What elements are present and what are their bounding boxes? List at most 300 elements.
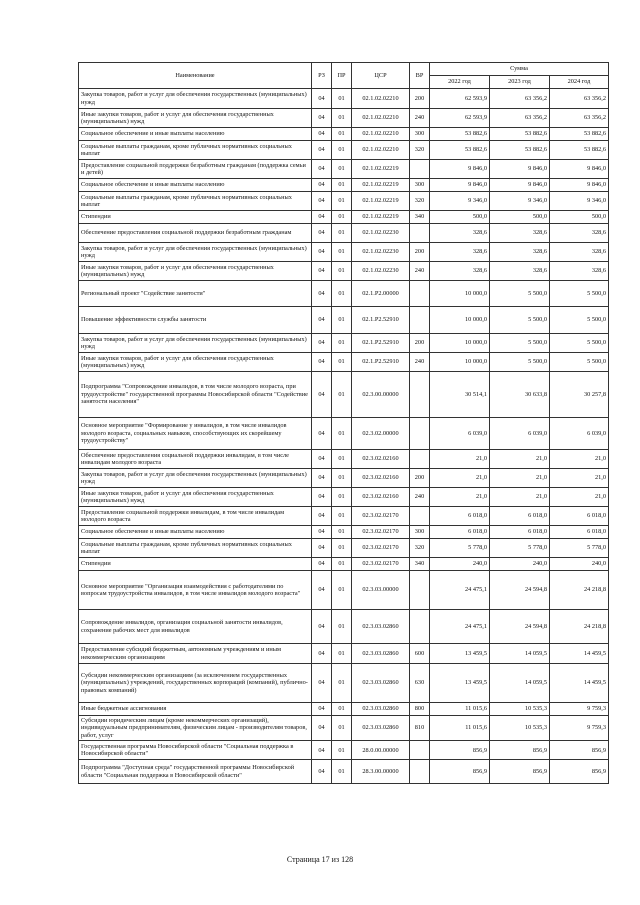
cell-pr: 01 xyxy=(332,179,352,192)
cell-2022: 13 459,5 xyxy=(430,664,490,703)
cell-name: Закупка товаров, работ и услуг для обеспечения государственных (муниципальных) нужд xyxy=(79,243,312,262)
cell-csr: 02.1.02.02210 xyxy=(352,109,410,128)
table-row xyxy=(79,664,609,703)
cell-2024: 9 346,0 xyxy=(550,192,609,211)
table-row xyxy=(79,644,609,664)
cell-csr: 02.3.02.02160 xyxy=(352,469,410,488)
table-row xyxy=(79,558,609,571)
cell-vr: 300 xyxy=(410,128,430,141)
cell-csr: 02.1.02.02210 xyxy=(352,141,410,160)
cell-name: Социальное обеспечение и иные выплаты населению xyxy=(79,128,312,141)
cell-rz: 04 xyxy=(312,128,332,141)
cell-2023: 10 535,3 xyxy=(490,703,550,716)
cell-name: Региональный проект "Содействие занятости" xyxy=(79,281,312,307)
cell-vr: 320 xyxy=(410,192,430,211)
cell-pr: 01 xyxy=(332,372,352,418)
cell-2022: 21,0 xyxy=(430,488,490,507)
table-row xyxy=(79,610,609,644)
cell-name: Социальные выплаты гражданам, кроме публичных нормативных социальных выплат xyxy=(79,192,312,211)
cell-2024: 328,6 xyxy=(550,224,609,243)
cell-name: Субсидии юридическим лицам (кроме некоммерческих организаций), индивидуальным предпринимателям, физическим лицам - производителям товаров, работ, услуг xyxy=(79,716,312,741)
cell-2022: 500,0 xyxy=(430,211,490,224)
cell-pr: 01 xyxy=(332,192,352,211)
cell-name: Социальные выплаты гражданам, кроме публичных нормативных социальных выплат xyxy=(79,141,312,160)
cell-2024: 9 846,0 xyxy=(550,179,609,192)
cell-2024: 53 882,6 xyxy=(550,128,609,141)
cell-vr xyxy=(410,450,430,469)
cell-pr: 01 xyxy=(332,128,352,141)
cell-name: Основное мероприятие "Организация взаимодействия с работодателями по вопросам трудоустройства инвалидов, в том числе инвалидов молодого возраста" xyxy=(79,571,312,610)
cell-2023: 240,0 xyxy=(490,558,550,571)
cell-2022: 9 346,0 xyxy=(430,192,490,211)
cell-csr: 28.3.00.00000 xyxy=(352,760,410,784)
cell-name: Социальные выплаты гражданам, кроме публичных нормативных социальных выплат xyxy=(79,539,312,558)
cell-vr: 240 xyxy=(410,488,430,507)
header-name: Наименование xyxy=(79,63,312,89)
cell-csr: 02.3.02.02170 xyxy=(352,539,410,558)
cell-2024: 63 356,2 xyxy=(550,109,609,128)
cell-2023: 30 633,8 xyxy=(490,372,550,418)
table-row xyxy=(79,243,609,262)
cell-2023: 63 356,2 xyxy=(490,89,550,109)
cell-rz: 04 xyxy=(312,307,332,334)
header-year-2023: 2023 год xyxy=(490,76,550,89)
cell-vr: 340 xyxy=(410,211,430,224)
cell-csr: 02.3.03.02860 xyxy=(352,703,410,716)
cell-2022: 62 593,9 xyxy=(430,109,490,128)
cell-2022: 21,0 xyxy=(430,469,490,488)
cell-rz: 04 xyxy=(312,526,332,539)
cell-pr: 01 xyxy=(332,334,352,353)
cell-2022: 11 015,6 xyxy=(430,703,490,716)
cell-vr xyxy=(410,418,430,450)
cell-rz: 04 xyxy=(312,539,332,558)
cell-rz: 04 xyxy=(312,716,332,741)
cell-csr: 02.3.03.02860 xyxy=(352,610,410,644)
cell-2024: 24 218,8 xyxy=(550,571,609,610)
table-row xyxy=(79,307,609,334)
cell-2023: 21,0 xyxy=(490,488,550,507)
cell-2024: 6 018,0 xyxy=(550,526,609,539)
cell-pr: 01 xyxy=(332,539,352,558)
table-row xyxy=(79,539,609,558)
cell-rz: 04 xyxy=(312,469,332,488)
table-row xyxy=(79,703,609,716)
cell-2024: 9 759,3 xyxy=(550,716,609,741)
cell-vr: 240 xyxy=(410,262,430,281)
cell-rz: 04 xyxy=(312,262,332,281)
cell-name: Государственная программа Новосибирской области "Социальная поддержка в Новосибирской области" xyxy=(79,741,312,760)
cell-name: Социальное обеспечение и иные выплаты населению xyxy=(79,526,312,539)
cell-rz: 04 xyxy=(312,644,332,664)
cell-2023: 856,9 xyxy=(490,741,550,760)
table-row xyxy=(79,262,609,281)
cell-name: Иные закупки товаров, работ и услуг для обеспечения государственных (муниципальных) нужд xyxy=(79,262,312,281)
cell-2024: 240,0 xyxy=(550,558,609,571)
cell-pr: 01 xyxy=(332,644,352,664)
cell-pr: 01 xyxy=(332,418,352,450)
cell-rz: 04 xyxy=(312,89,332,109)
table-row xyxy=(79,418,609,450)
cell-vr: 600 xyxy=(410,644,430,664)
cell-rz: 04 xyxy=(312,488,332,507)
cell-pr: 01 xyxy=(332,224,352,243)
cell-csr: 02.3.03.00000 xyxy=(352,571,410,610)
cell-rz: 04 xyxy=(312,109,332,128)
header-sum: Сумма xyxy=(430,63,609,76)
cell-vr xyxy=(410,507,430,526)
cell-vr xyxy=(410,610,430,644)
cell-2024: 5 500,0 xyxy=(550,353,609,372)
cell-2022: 24 475,1 xyxy=(430,571,490,610)
cell-2023: 5 500,0 xyxy=(490,281,550,307)
cell-2023: 9 346,0 xyxy=(490,192,550,211)
table-header xyxy=(79,63,609,89)
table-row xyxy=(79,372,609,418)
cell-2024: 5 500,0 xyxy=(550,307,609,334)
cell-2024: 21,0 xyxy=(550,488,609,507)
cell-name: Основное мероприятие "Формирование у инвалидов, в том числе инвалидов молодого возраста, социальных навыков, способствующих их скорейшему трудоустройству" xyxy=(79,418,312,450)
cell-rz: 04 xyxy=(312,192,332,211)
table-row xyxy=(79,526,609,539)
table-row xyxy=(79,109,609,128)
cell-rz: 04 xyxy=(312,211,332,224)
cell-2024: 328,6 xyxy=(550,243,609,262)
cell-rz: 04 xyxy=(312,353,332,372)
cell-2023: 14 059,5 xyxy=(490,664,550,703)
cell-vr: 200 xyxy=(410,243,430,262)
cell-2022: 328,6 xyxy=(430,262,490,281)
cell-2022: 9 846,0 xyxy=(430,160,490,179)
cell-2022: 53 882,6 xyxy=(430,128,490,141)
cell-rz: 04 xyxy=(312,179,332,192)
cell-rz: 04 xyxy=(312,141,332,160)
cell-rz: 04 xyxy=(312,418,332,450)
cell-2023: 53 882,6 xyxy=(490,141,550,160)
cell-2023: 10 535,3 xyxy=(490,716,550,741)
cell-2024: 6 039,0 xyxy=(550,418,609,450)
cell-csr: 02.1.02.02230 xyxy=(352,262,410,281)
cell-2022: 10 000,0 xyxy=(430,281,490,307)
cell-pr: 01 xyxy=(332,141,352,160)
table-row xyxy=(79,89,609,109)
cell-2022: 9 846,0 xyxy=(430,179,490,192)
cell-csr: 02.3.02.02170 xyxy=(352,526,410,539)
cell-csr: 02.1.02.02230 xyxy=(352,224,410,243)
cell-2023: 24 594,8 xyxy=(490,610,550,644)
cell-2023: 6 018,0 xyxy=(490,526,550,539)
cell-csr: 02.1.P2.00000 xyxy=(352,281,410,307)
cell-pr: 01 xyxy=(332,243,352,262)
cell-vr: 320 xyxy=(410,539,430,558)
cell-name: Предоставление социальной поддержки безработным гражданам (поддержка семьи и детей) xyxy=(79,160,312,179)
table-row xyxy=(79,760,609,784)
cell-2022: 24 475,1 xyxy=(430,610,490,644)
cell-vr xyxy=(410,160,430,179)
cell-pr: 01 xyxy=(332,760,352,784)
cell-csr: 02.1.02.02210 xyxy=(352,128,410,141)
cell-2023: 21,0 xyxy=(490,469,550,488)
cell-csr: 02.3.02.02160 xyxy=(352,488,410,507)
cell-2024: 30 257,8 xyxy=(550,372,609,418)
table-row xyxy=(79,179,609,192)
cell-vr xyxy=(410,760,430,784)
header-vr: ВР xyxy=(410,63,430,89)
cell-vr: 240 xyxy=(410,353,430,372)
header-rz: РЗ xyxy=(312,63,332,89)
cell-csr: 02.1.02.02219 xyxy=(352,160,410,179)
cell-pr: 01 xyxy=(332,281,352,307)
cell-rz: 04 xyxy=(312,372,332,418)
cell-pr: 01 xyxy=(332,526,352,539)
header-year-2022: 2022 год xyxy=(430,76,490,89)
cell-2022: 856,9 xyxy=(430,741,490,760)
cell-2022: 21,0 xyxy=(430,450,490,469)
cell-2022: 11 015,6 xyxy=(430,716,490,741)
cell-rz: 04 xyxy=(312,558,332,571)
cell-csr: 02.1.02.02210 xyxy=(352,89,410,109)
cell-rz: 04 xyxy=(312,281,332,307)
cell-csr: 02.1.P2.52910 xyxy=(352,334,410,353)
cell-2023: 9 846,0 xyxy=(490,160,550,179)
cell-2023: 5 778,0 xyxy=(490,539,550,558)
cell-name: Повышение эффективности службы занятости xyxy=(79,307,312,334)
table-row xyxy=(79,192,609,211)
cell-csr: 02.3.00.00000 xyxy=(352,372,410,418)
cell-2023: 9 846,0 xyxy=(490,179,550,192)
cell-2024: 53 882,6 xyxy=(550,141,609,160)
cell-vr: 300 xyxy=(410,526,430,539)
cell-csr: 02.3.03.02860 xyxy=(352,664,410,703)
cell-2022: 5 778,0 xyxy=(430,539,490,558)
cell-name: Иные бюджетные ассигнования xyxy=(79,703,312,716)
cell-2024: 14 459,5 xyxy=(550,644,609,664)
cell-2024: 9 846,0 xyxy=(550,160,609,179)
cell-csr: 02.1.P2.52910 xyxy=(352,307,410,334)
header-year-2024: 2024 год xyxy=(550,76,609,89)
cell-pr: 01 xyxy=(332,571,352,610)
cell-rz: 04 xyxy=(312,450,332,469)
table-row xyxy=(79,571,609,610)
cell-2024: 5 500,0 xyxy=(550,334,609,353)
cell-vr: 300 xyxy=(410,179,430,192)
cell-name: Закупка товаров, работ и услуг для обеспечения государственных (муниципальных) нужд xyxy=(79,334,312,353)
cell-csr: 28.0.00.00000 xyxy=(352,741,410,760)
table-body xyxy=(79,89,609,784)
cell-vr: 200 xyxy=(410,334,430,353)
cell-2024: 21,0 xyxy=(550,450,609,469)
cell-2022: 62 593,9 xyxy=(430,89,490,109)
cell-pr: 01 xyxy=(332,610,352,644)
cell-csr: 02.1.02.02219 xyxy=(352,179,410,192)
cell-2023: 63 356,2 xyxy=(490,109,550,128)
cell-csr: 02.1.02.02219 xyxy=(352,211,410,224)
cell-2022: 10 000,0 xyxy=(430,353,490,372)
cell-name: Сопровождение инвалидов, организация социальной занятости инвалидов, сохранение рабочих мест для инвалидов xyxy=(79,610,312,644)
cell-name: Субсидии некоммерческим организациям (за исключением государственных (муниципальных) учреждений, государственных корпораций (компаний), публично-правовых компаний) xyxy=(79,664,312,703)
cell-2024: 14 459,5 xyxy=(550,664,609,703)
cell-rz: 04 xyxy=(312,224,332,243)
cell-vr: 240 xyxy=(410,109,430,128)
cell-csr: 02.1.02.02219 xyxy=(352,192,410,211)
cell-2023: 21,0 xyxy=(490,450,550,469)
cell-rz: 04 xyxy=(312,703,332,716)
cell-vr: 340 xyxy=(410,558,430,571)
cell-name: Иные закупки товаров, работ и услуг для обеспечения государственных (муниципальных) нужд xyxy=(79,109,312,128)
cell-name: Закупка товаров, работ и услуг для обеспечения государственных (муниципальных) нужд xyxy=(79,89,312,109)
cell-rz: 04 xyxy=(312,507,332,526)
cell-vr xyxy=(410,741,430,760)
cell-pr: 01 xyxy=(332,109,352,128)
page-number: Страница 17 из 128 xyxy=(286,855,354,864)
cell-pr: 01 xyxy=(332,558,352,571)
table-row xyxy=(79,741,609,760)
cell-name: Предоставление субсидий бюджетным, автономным учреждениям и иным некоммерческим организациям xyxy=(79,644,312,664)
cell-2023: 500,0 xyxy=(490,211,550,224)
cell-2024: 5 500,0 xyxy=(550,281,609,307)
cell-rz: 04 xyxy=(312,741,332,760)
cell-pr: 01 xyxy=(332,450,352,469)
cell-pr: 01 xyxy=(332,89,352,109)
cell-2024: 21,0 xyxy=(550,469,609,488)
cell-2024: 6 018,0 xyxy=(550,507,609,526)
cell-vr: 200 xyxy=(410,89,430,109)
cell-2023: 6 039,0 xyxy=(490,418,550,450)
cell-name: Стипендии xyxy=(79,211,312,224)
table-row xyxy=(79,281,609,307)
cell-2023: 328,6 xyxy=(490,243,550,262)
cell-name: Социальное обеспечение и иные выплаты населению xyxy=(79,179,312,192)
cell-2023: 5 500,0 xyxy=(490,353,550,372)
cell-2022: 328,6 xyxy=(430,243,490,262)
cell-vr xyxy=(410,224,430,243)
cell-2023: 6 018,0 xyxy=(490,507,550,526)
cell-pr: 01 xyxy=(332,664,352,703)
cell-2022: 6 039,0 xyxy=(430,418,490,450)
cell-2024: 9 759,3 xyxy=(550,703,609,716)
table-row xyxy=(79,224,609,243)
cell-rz: 04 xyxy=(312,610,332,644)
cell-csr: 02.3.02.02170 xyxy=(352,507,410,526)
cell-csr: 02.3.02.02160 xyxy=(352,450,410,469)
cell-2024: 328,6 xyxy=(550,262,609,281)
cell-2024: 5 778,0 xyxy=(550,539,609,558)
table-row xyxy=(79,128,609,141)
cell-csr: 02.1.02.02230 xyxy=(352,243,410,262)
table-row xyxy=(79,716,609,741)
cell-pr: 01 xyxy=(332,262,352,281)
cell-2022: 13 459,5 xyxy=(430,644,490,664)
table-row xyxy=(79,488,609,507)
header-pr: ПР xyxy=(332,63,352,89)
cell-pr: 01 xyxy=(332,211,352,224)
cell-2022: 10 000,0 xyxy=(430,334,490,353)
cell-rz: 04 xyxy=(312,760,332,784)
table-row xyxy=(79,141,609,160)
cell-2024: 63 356,2 xyxy=(550,89,609,109)
cell-2023: 5 500,0 xyxy=(490,307,550,334)
cell-pr: 01 xyxy=(332,703,352,716)
cell-vr: 320 xyxy=(410,141,430,160)
cell-2023: 856,9 xyxy=(490,760,550,784)
cell-2022: 240,0 xyxy=(430,558,490,571)
cell-csr: 02.3.02.00000 xyxy=(352,418,410,450)
cell-2023: 24 594,8 xyxy=(490,571,550,610)
cell-2023: 14 059,5 xyxy=(490,644,550,664)
cell-rz: 04 xyxy=(312,160,332,179)
cell-vr xyxy=(410,281,430,307)
table-row xyxy=(79,160,609,179)
cell-csr: 02.3.02.02170 xyxy=(352,558,410,571)
cell-2023: 328,6 xyxy=(490,224,550,243)
cell-2022: 6 018,0 xyxy=(430,507,490,526)
cell-rz: 04 xyxy=(312,243,332,262)
table-row xyxy=(79,334,609,353)
cell-pr: 01 xyxy=(332,716,352,741)
cell-pr: 01 xyxy=(332,741,352,760)
cell-2023: 328,6 xyxy=(490,262,550,281)
cell-pr: 01 xyxy=(332,353,352,372)
cell-pr: 01 xyxy=(332,469,352,488)
table-row xyxy=(79,211,609,224)
cell-name: Обеспечение предоставления социальной поддержки безработным гражданам xyxy=(79,224,312,243)
cell-pr: 01 xyxy=(332,507,352,526)
cell-name: Подпрограмма "Сопровождение инвалидов, в том числе молодого возраста, при трудоустройстве" государственной программы Новосибирской области "Содействие занятости населения" xyxy=(79,372,312,418)
cell-vr xyxy=(410,571,430,610)
cell-name: Обеспечение предоставления социальной поддержки инвалидам, в том числе инвалидам молодого возраста xyxy=(79,450,312,469)
cell-2024: 856,9 xyxy=(550,760,609,784)
cell-2024: 500,0 xyxy=(550,211,609,224)
cell-2024: 24 218,8 xyxy=(550,610,609,644)
cell-vr: 200 xyxy=(410,469,430,488)
cell-vr xyxy=(410,372,430,418)
cell-2022: 53 882,6 xyxy=(430,141,490,160)
cell-vr xyxy=(410,307,430,334)
cell-vr: 630 xyxy=(410,664,430,703)
cell-pr: 01 xyxy=(332,160,352,179)
table-row xyxy=(79,469,609,488)
table-row xyxy=(79,507,609,526)
cell-pr: 01 xyxy=(332,488,352,507)
cell-name: Иные закупки товаров, работ и услуг для обеспечения государственных (муниципальных) нужд xyxy=(79,488,312,507)
cell-vr: 810 xyxy=(410,716,430,741)
cell-rz: 04 xyxy=(312,664,332,703)
cell-rz: 04 xyxy=(312,334,332,353)
cell-pr: 01 xyxy=(332,307,352,334)
cell-rz: 04 xyxy=(312,571,332,610)
cell-2022: 6 018,0 xyxy=(430,526,490,539)
cell-name: Стипендии xyxy=(79,558,312,571)
cell-vr: 800 xyxy=(410,703,430,716)
cell-2022: 328,6 xyxy=(430,224,490,243)
cell-2023: 53 882,6 xyxy=(490,128,550,141)
cell-csr: 02.3.03.02860 xyxy=(352,716,410,741)
cell-name: Закупка товаров, работ и услуг для обеспечения государственных (муниципальных) нужд xyxy=(79,469,312,488)
cell-name: Предоставление социальной поддержки инвалидам, в том числе инвалидам молодого возраста xyxy=(79,507,312,526)
cell-csr: 02.3.03.02860 xyxy=(352,644,410,664)
header-csr: ЦСР xyxy=(352,63,410,89)
cell-2024: 856,9 xyxy=(550,741,609,760)
cell-2022: 30 514,1 xyxy=(430,372,490,418)
cell-name: Подпрограмма "Доступная среда" государственной программы Новосибирской области "Социальная поддержка в Новосибирской области" xyxy=(79,760,312,784)
cell-csr: 02.1.P2.52910 xyxy=(352,353,410,372)
cell-2022: 856,9 xyxy=(430,760,490,784)
budget-table xyxy=(78,62,609,784)
table-row xyxy=(79,353,609,372)
cell-2022: 10 000,0 xyxy=(430,307,490,334)
cell-2023: 5 500,0 xyxy=(490,334,550,353)
table-row xyxy=(79,450,609,469)
